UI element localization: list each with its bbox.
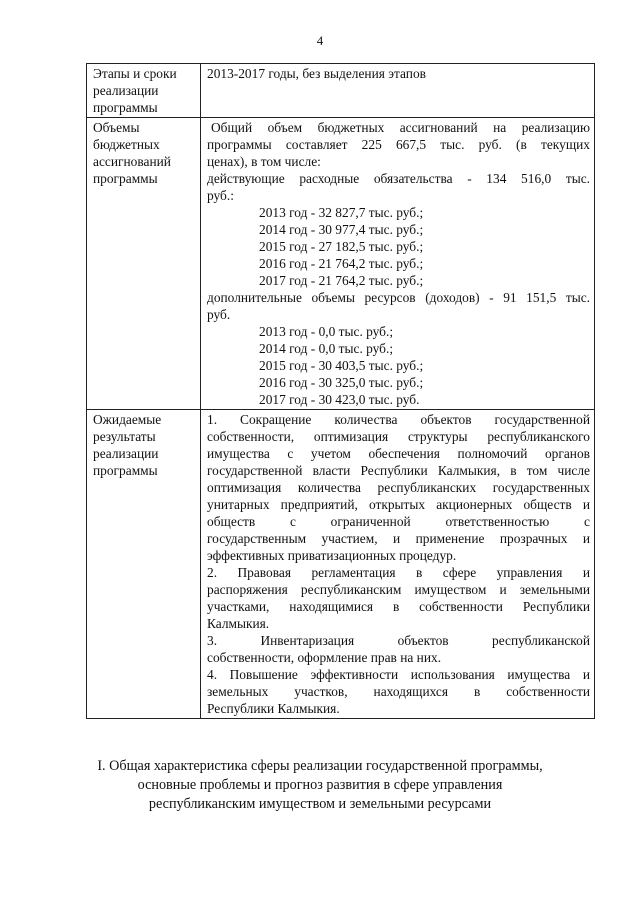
existing-year-amount: 2015 год - 27 182,5 тыс. руб.; — [259, 239, 424, 254]
existing-obligations-line: действующие расходные обязательства - 134 516,0 тыс. — [207, 171, 590, 186]
label-line: программы — [93, 463, 158, 478]
additional-resources-line: дополнительные объемы ресурсов (доходов) - 91 151,5 тыс. — [207, 290, 590, 305]
label-line: программы — [93, 171, 158, 186]
table-row-results — [87, 410, 595, 719]
result-item-1 — [207, 411, 590, 564]
label-line: бюджетных — [93, 137, 160, 152]
result-line: обществ с ограниченной ответственностью с — [207, 514, 590, 529]
table-row-stages — [87, 64, 595, 118]
label-line: Ожидаемые — [93, 412, 162, 427]
stages-text: 2013-2017 годы, без выделения этапов — [207, 66, 426, 81]
additional-resources-line: руб. — [207, 307, 231, 322]
label-line: реализации — [93, 446, 159, 461]
label-results — [87, 410, 201, 719]
result-line: участками, находящимися в собственности Республики — [207, 599, 590, 614]
result-line: эффективных приватизационных процедур. — [207, 548, 457, 563]
label-line: программы — [93, 100, 158, 115]
section-title-line: основные проблемы и прогноз развития в сфере управления — [137, 777, 503, 793]
additional-year-amount: 2014 год - 0,0 тыс. руб.; — [259, 341, 394, 356]
additional-year-amount: 2017 год - 30 423,0 тыс. руб. — [259, 392, 420, 407]
existing-year-amount: 2013 год - 32 827,7 тыс. руб.; — [259, 205, 424, 220]
result-line: 2. Правовая регламентация в сфере управления и — [207, 565, 590, 580]
existing-year-amount: 2014 год - 30 977,4 тыс. руб.; — [259, 222, 424, 237]
page-number: 4 — [316, 33, 324, 48]
label-line: Этапы и сроки — [93, 66, 177, 81]
additional-year-amount: 2015 год - 30 403,5 тыс. руб.; — [259, 358, 424, 373]
budget-intro-line: ценах), в том числе: — [207, 154, 321, 169]
result-line: 4. Повышение эффективности использования имущества и — [207, 667, 590, 682]
budget-intro-line: программы составляет 225 667,5 тыс. руб. (в текущих — [207, 137, 590, 152]
section-title-line: республиканским имуществом и земельными ресурсами — [148, 796, 492, 812]
result-line: 3. Инвентаризация объектов республиканской — [207, 633, 590, 648]
label-line: ассигнований — [93, 154, 171, 169]
result-item-2 — [207, 564, 590, 632]
result-line: 1. Сокращение количества объектов государственной — [207, 412, 590, 427]
result-line: государственной власти Республики Калмыкия, в том числе — [207, 463, 590, 478]
result-line: Калмыкия. — [207, 616, 270, 631]
value-budget — [201, 118, 595, 410]
budget-intro-line: Общий объем бюджетных ассигнований на реализацию — [211, 120, 590, 135]
result-line: собственности, оформление прав на них. — [207, 650, 442, 665]
result-line: распоряжения республиканским имуществом и земельными — [207, 582, 590, 597]
result-line: имущества с учетом обеспечения полномочий органов — [207, 446, 590, 461]
existing-year-amount: 2017 год - 21 764,2 тыс. руб.; — [259, 273, 424, 288]
additional-year-amount: 2013 год - 0,0 тыс. руб.; — [259, 324, 394, 339]
section-title-line: I. Общая характеристика сферы реализации государственной программы, — [97, 758, 543, 774]
section-title — [40, 757, 600, 814]
label-line: результаты — [93, 429, 156, 444]
label-stages — [87, 64, 201, 118]
label-budget — [87, 118, 201, 410]
result-line: оптимизация количества республиканских государственных — [207, 480, 590, 495]
program-passport-table — [86, 63, 595, 719]
value-stages — [201, 64, 595, 118]
additional-year-amount: 2016 год - 30 325,0 тыс. руб.; — [259, 375, 424, 390]
result-item-4 — [207, 666, 590, 717]
label-line: реализации — [93, 83, 159, 98]
result-line: государственным участием, и применение прозрачных и — [207, 531, 590, 546]
value-results — [201, 410, 595, 719]
result-line: собственности, оптимизация структуры республиканского — [207, 429, 590, 444]
result-line: земельных участков, находящихся в собственности — [207, 684, 590, 699]
result-item-3 — [207, 632, 590, 666]
existing-obligations-line: руб.: — [207, 188, 234, 203]
label-line: Объемы — [93, 120, 140, 135]
result-line: унитарных предприятий, открытых акционерных обществ и — [207, 497, 590, 512]
table-row-budget — [87, 118, 595, 410]
result-line: Республики Калмыкия. — [207, 701, 340, 716]
existing-year-amount: 2016 год - 21 764,2 тыс. руб.; — [259, 256, 424, 271]
